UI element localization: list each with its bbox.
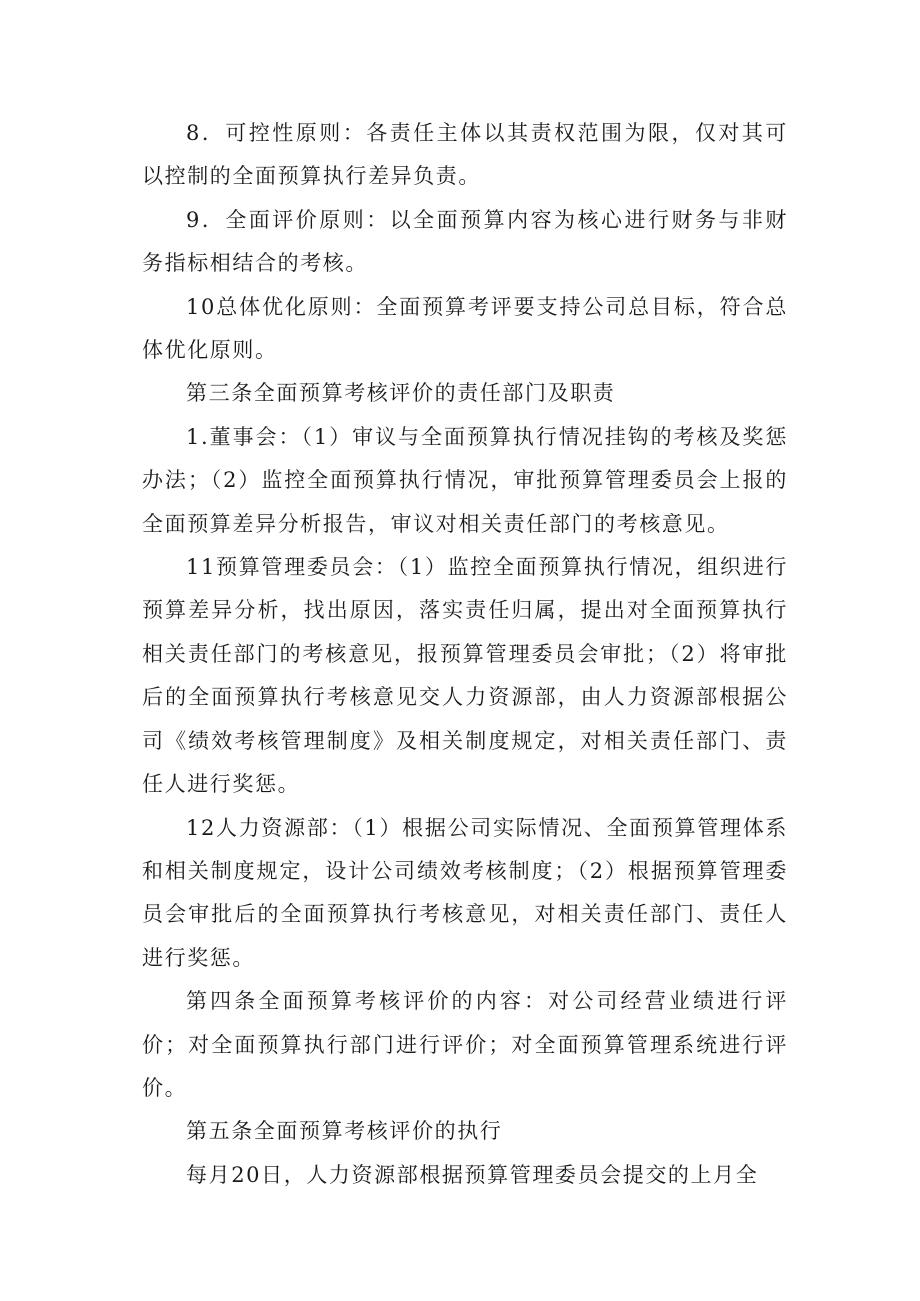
- paragraph-principle-9: 9．全面评价原则：以全面预算内容为核心进行财务与非财务指标相结合的考核。: [142, 207, 788, 276]
- paragraph-budget-committee: 11预算管理委员会：（1）监控全面预算执行情况，组织进行预算差异分析，找出原因，落实责任归属，提出对全面预算执行相关责任部门的考核意见，报预算管理委员会审批；（2）将审批后的全面预算执行考核意见交人力资源部，由人力资源部根据公司《绩效考核管理制度》及相关制度规定，对相关责任部门、责任人进行奖惩。: [142, 555, 788, 797]
- paragraph-principle-10: 10总体优化原则：全面预算考评要支持公司总目标，符合总体优化原则。: [142, 294, 788, 363]
- article-3-heading: 第三条全面预算考核评价的责任部门及职责: [186, 381, 616, 406]
- paragraph-board: 1.董事会：（1）审议与全面预算执行情况挂钩的考核及奖惩办法；（2）监控全面预算执行情况，审批预算管理委员会上报的全面预算差异分析报告，审议对相关责任部门的考核意见。: [142, 424, 788, 536]
- article-4-paragraph: 第四条全面预算考核评价的内容：对公司经营业绩进行评价；对全面预算执行部门进行评价；对全面预算管理系统进行评价。: [142, 989, 788, 1100]
- article-5-heading: 第五条全面预算考核评价的执行: [186, 1119, 503, 1144]
- paragraph-hr-department: 12人力资源部：（1）根据公司实际情况、全面预算管理体系和相关制度规定，设计公司绩效考核制度；（2）根据预算管理委员会审批后的全面预算执行考核意见，对相关责任部门、责任人进行奖惩。: [142, 815, 788, 970]
- paragraph-principle-8: 8．可控性原则：各责任主体以其责权范围为限，仅对其可以控制的全面预算执行差异负责。: [142, 121, 788, 189]
- document-body: [142, 112, 788, 1197]
- paragraph-monthly-execution: 每月20日，人力资源部根据预算管理委员会提交的上月全: [186, 1162, 759, 1187]
